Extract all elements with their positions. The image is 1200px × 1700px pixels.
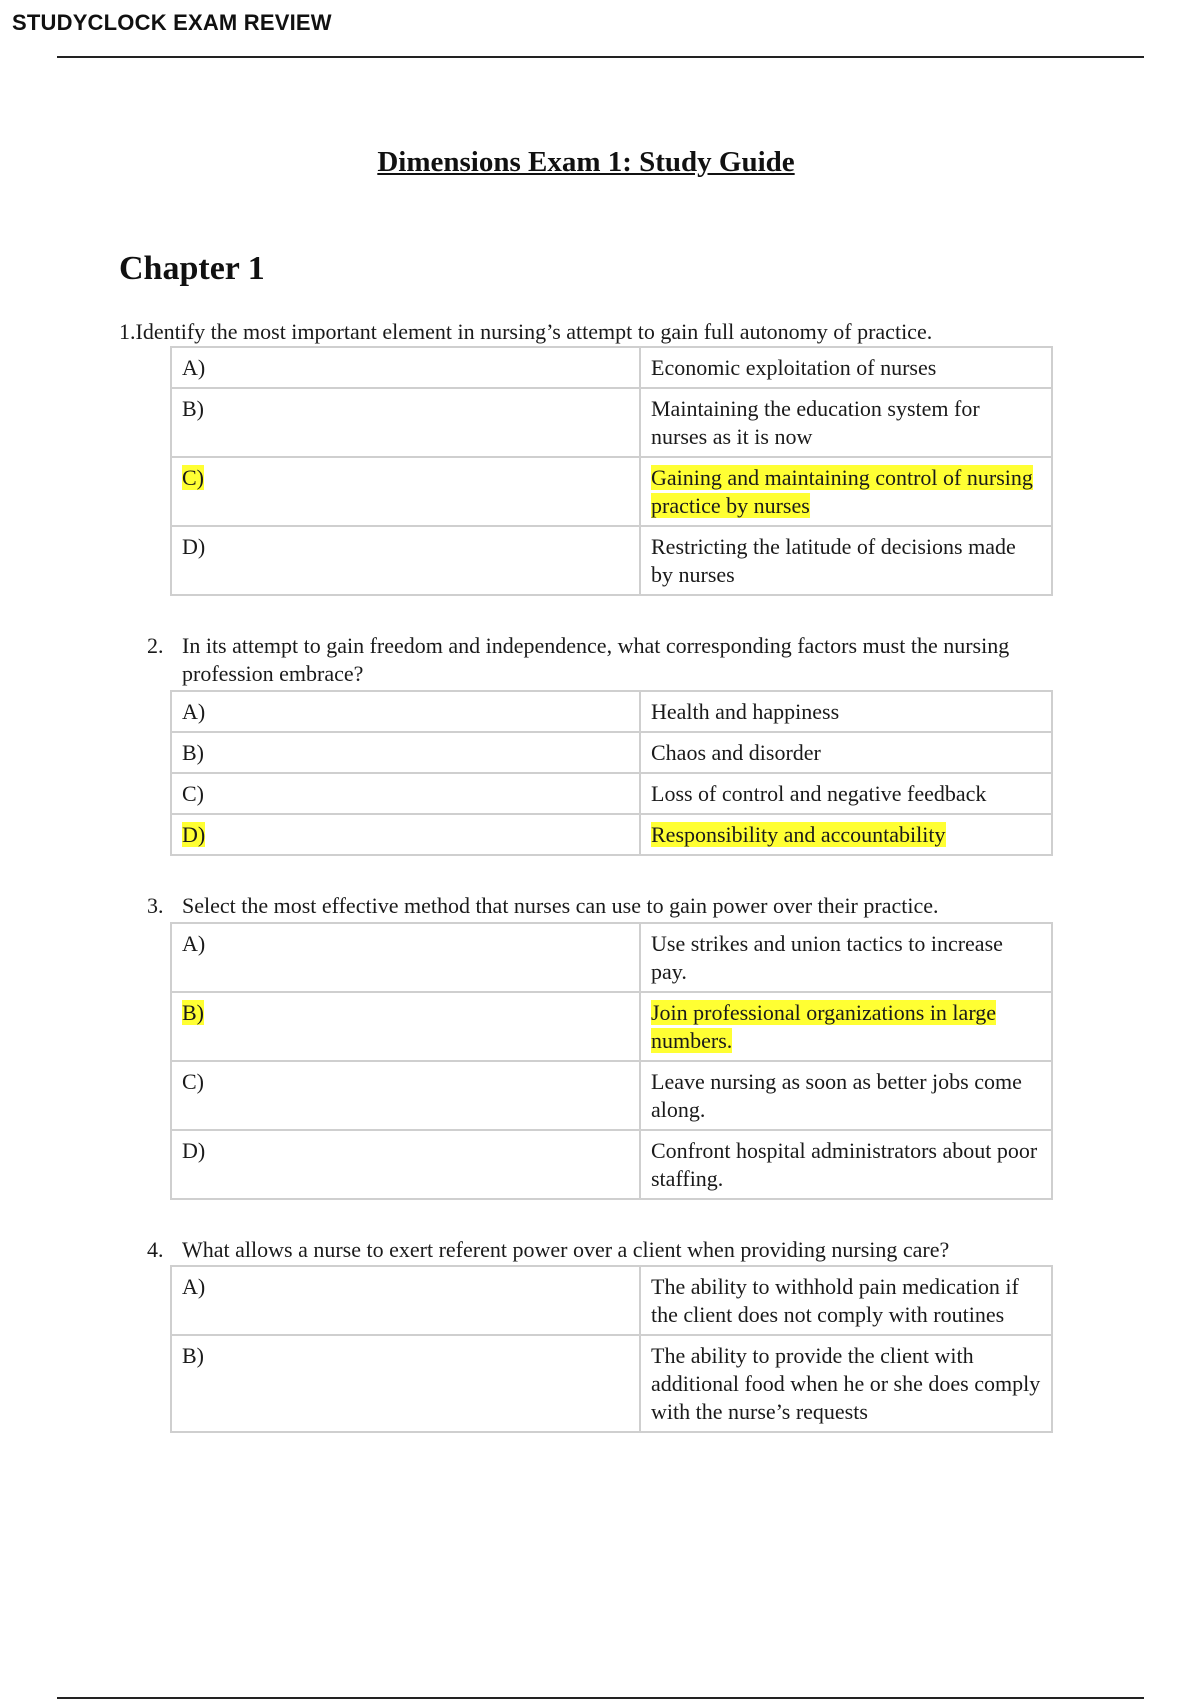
question-number: 3. <box>147 893 164 918</box>
option-letter: B) <box>182 740 204 765</box>
option-text: Loss of control and negative feedback <box>651 781 987 806</box>
option-text: Join professional organizations in large numbers. <box>651 1000 997 1053</box>
question-number: 2. <box>147 633 164 658</box>
option-row-correct[interactable] <box>171 457 1052 526</box>
option-letter: B) <box>182 1000 204 1025</box>
option-text: Responsibility and accountability <box>651 822 946 847</box>
option-letter: C) <box>182 781 204 806</box>
brand-header: STUDYCLOCK EXAM REVIEW <box>12 10 332 35</box>
option-row-correct[interactable] <box>171 814 1052 855</box>
option-row[interactable] <box>171 1130 1052 1199</box>
option-text: Confront hospital administrators about poor staffing. <box>651 1138 1038 1191</box>
footer-divider <box>57 1697 1144 1699</box>
option-letter: D) <box>182 1138 206 1163</box>
option-letter: B) <box>182 396 204 421</box>
option-letter: A) <box>182 699 206 724</box>
option-text: Health and happiness <box>651 699 840 724</box>
option-text: The ability to provide the client with additional food when he or she does comply with the nurse’s requests <box>651 1343 1041 1424</box>
question-text: Select the most effective method that nurses can use to gain power over their practice. <box>182 893 939 918</box>
option-row[interactable] <box>171 1061 1052 1130</box>
option-row[interactable] <box>171 732 1052 773</box>
question-2 <box>147 632 1062 688</box>
option-row[interactable] <box>171 773 1052 814</box>
option-text: The ability to withhold pain medication if the client does not comply with routines <box>651 1274 1019 1327</box>
option-letter: B) <box>182 1343 204 1368</box>
option-text: Use strikes and union tactics to increase pay. <box>651 931 1003 984</box>
option-row[interactable] <box>171 923 1052 992</box>
question-text: Identify the most important element in nursing’s attempt to gain full autonomy of practice. <box>135 319 933 344</box>
option-text: Maintaining the education system for nurses as it is now <box>651 396 980 449</box>
question-number: 1. <box>119 319 136 344</box>
question-1 <box>119 318 1059 346</box>
option-text: Leave nursing as soon as better jobs come along. <box>651 1069 1022 1122</box>
option-row[interactable] <box>171 1335 1052 1432</box>
option-text: Economic exploitation of nurses <box>651 355 937 380</box>
option-row[interactable] <box>171 347 1052 388</box>
option-letter: A) <box>182 931 206 956</box>
option-row[interactable] <box>171 388 1052 457</box>
question-3 <box>147 892 1082 920</box>
option-letter: D) <box>182 534 206 559</box>
chapter-heading: Chapter 1 <box>119 250 265 287</box>
option-text: Restricting the latitude of decisions made by nurses <box>651 534 1016 587</box>
question-number: 4. <box>147 1237 164 1262</box>
option-letter: A) <box>182 355 206 380</box>
option-text: Gaining and maintaining control of nursing practice by nurses <box>651 465 1033 518</box>
option-row-correct[interactable] <box>171 992 1052 1061</box>
option-letter: C) <box>182 1069 204 1094</box>
option-row[interactable] <box>171 526 1052 595</box>
option-row[interactable] <box>171 1266 1052 1335</box>
option-row[interactable] <box>171 691 1052 732</box>
option-text: Chaos and disorder <box>651 740 821 765</box>
answer-table-2 <box>170 690 1053 856</box>
answer-table-1 <box>170 346 1053 596</box>
question-4 <box>147 1236 1102 1264</box>
answer-table-3 <box>170 922 1053 1200</box>
option-letter: C) <box>182 465 204 490</box>
question-text: What allows a nurse to exert referent power over a client when providing nursing care? <box>182 1237 950 1262</box>
option-letter: A) <box>182 1274 206 1299</box>
document-title: Dimensions Exam 1: Study Guide <box>377 146 795 178</box>
answer-table-4 <box>170 1265 1053 1433</box>
header-divider <box>57 56 1144 58</box>
option-letter: D) <box>182 822 206 847</box>
question-text: In its attempt to gain freedom and independence, what corresponding factors must the nursing profession embrace? <box>182 633 1010 686</box>
